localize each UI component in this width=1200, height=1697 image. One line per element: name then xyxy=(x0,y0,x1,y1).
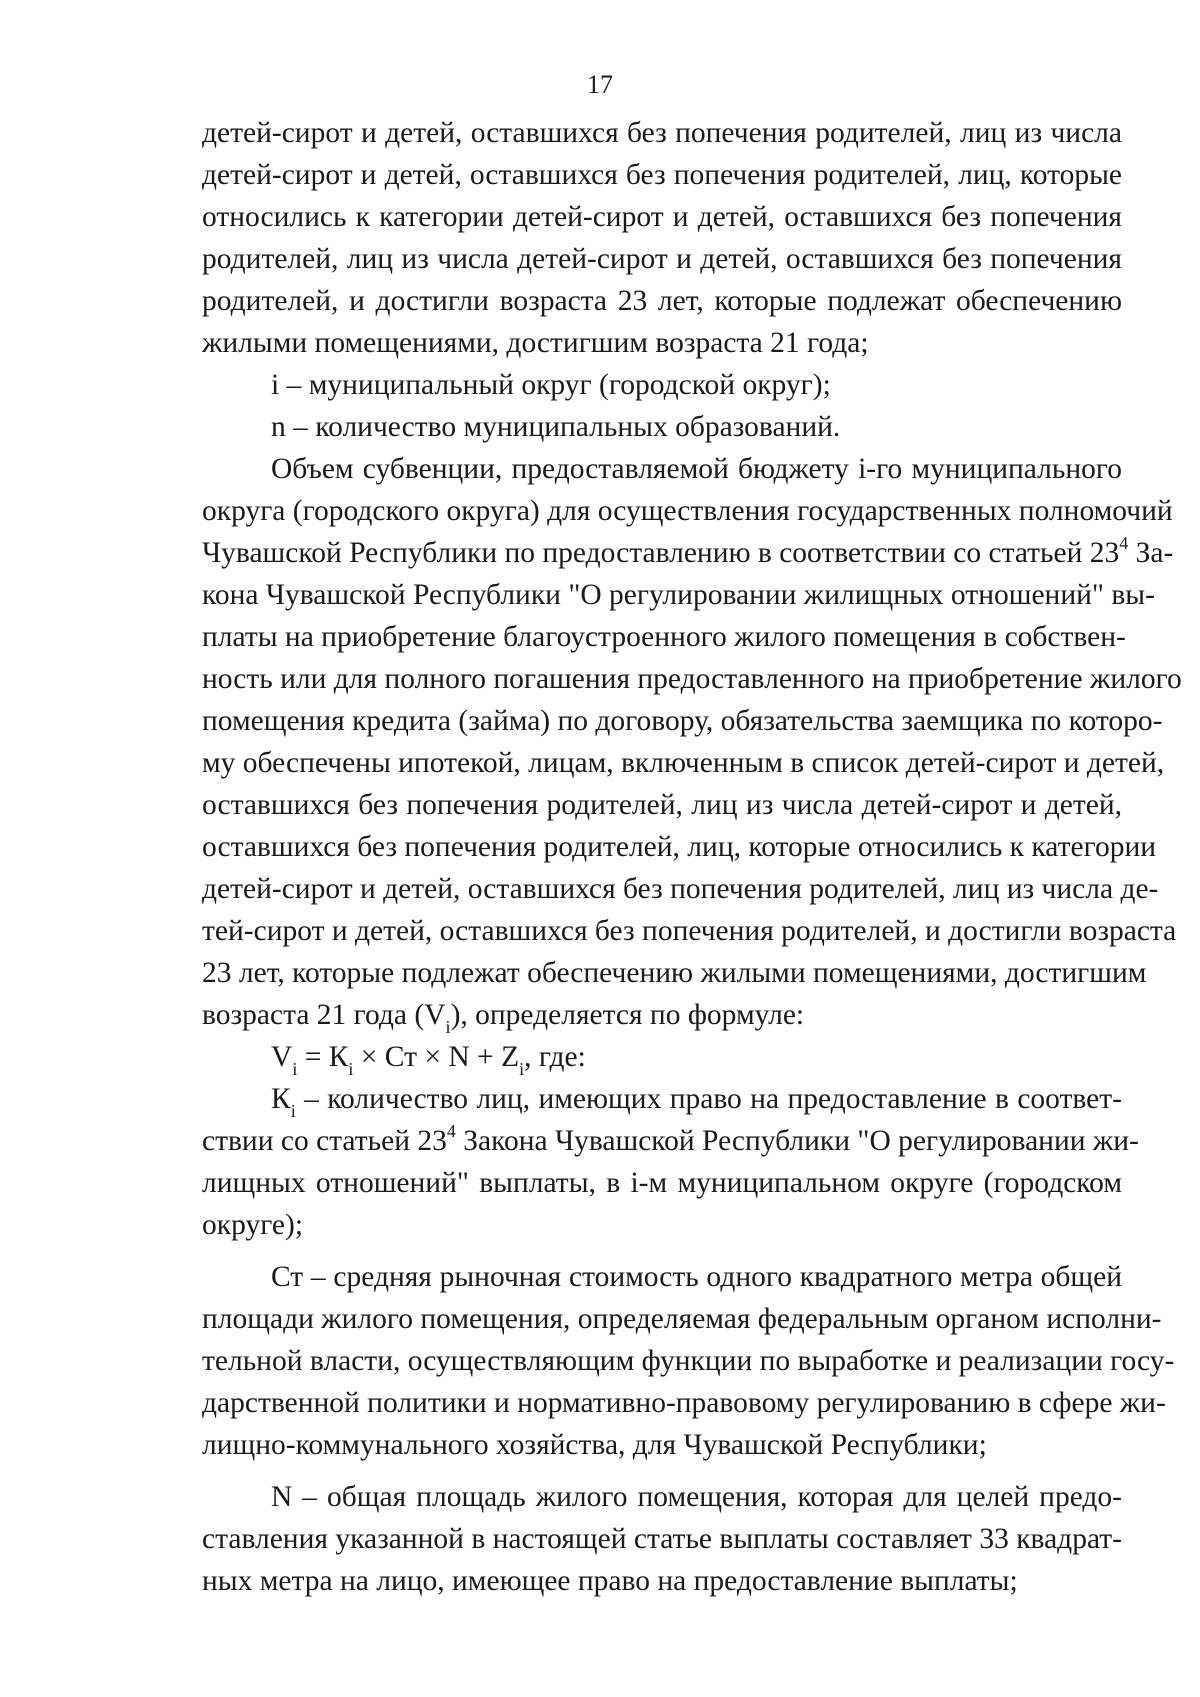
text-line: ность или для полного погашения предоставленного на приобретение жилого xyxy=(202,663,1182,695)
formula-tail: , где: xyxy=(524,1041,586,1073)
text-fragment: – количество лиц, имеющих право на предоставление в соответ- xyxy=(295,1083,1122,1115)
subscript: i xyxy=(290,1100,296,1121)
formula-mid: × Ст × N + Z xyxy=(353,1041,520,1073)
text-line xyxy=(202,994,1122,1036)
superscript: 4 xyxy=(446,1121,456,1142)
text-fragment: возраста 21 года (V xyxy=(202,999,446,1031)
text-line: му обеспечены ипотекой, лицам, включенным в список детей-сирот и детей, xyxy=(202,747,1165,779)
text-line: площади жилого помещения, определяемая федеральным органом исполни- xyxy=(202,1303,1162,1335)
page-number: 17 xyxy=(587,70,613,99)
text-line: ставления указанной в настоящей статье выплаты составляет 33 квадрат- xyxy=(202,1523,1122,1555)
text-line: лищных отношений" выплаты, в i-м муниципальном округе (городском xyxy=(202,1167,1122,1199)
text-line xyxy=(202,1120,1139,1162)
text-line: платы на приобретение благоустроенного жилого помещения в собствен- xyxy=(202,621,1126,653)
text-line: родителей, лиц из числа детей-сирот и детей, оставшихся без попечения xyxy=(202,243,1122,275)
definition-st: Ст – средняя рыночная стоимость одного квадратного метра общей xyxy=(271,1261,1122,1293)
definition-k xyxy=(202,1078,1122,1120)
text-line xyxy=(202,532,1174,574)
text-fragment: За- xyxy=(1128,537,1174,569)
definition-n-area: N – общая площадь жилого помещения, которая для целей предо- xyxy=(271,1481,1122,1513)
text-fragment: К xyxy=(271,1083,291,1115)
subscript: i xyxy=(519,1058,525,1079)
superscript: 4 xyxy=(1119,533,1129,554)
definition-i: i – муниципальный округ (городской округ); xyxy=(271,369,831,401)
text-line: кона Чувашской Республики "О регулировании жилищных отношений" вы- xyxy=(202,579,1155,611)
text-line: тей-сирот и детей, оставшихся без попечения родителей, и достигли возраста xyxy=(202,915,1177,947)
text-line: округа (городского округа) для осуществления государственных полномочий xyxy=(202,495,1173,527)
text-line: детей-сирот и детей, оставшихся без попечения родителей, лиц, которые xyxy=(202,159,1122,191)
text-line: 23 лет, которые подлежат обеспечению жилыми помещениями, достигшим xyxy=(202,957,1147,989)
text-fragment: ), определяется по формуле: xyxy=(450,999,805,1031)
text-line: округе); xyxy=(202,1209,304,1241)
text-line: оставшихся без попечения родителей, лиц из числа детей-сирот и детей, xyxy=(202,789,1122,821)
formula xyxy=(202,1036,1122,1078)
text-fragment: Чувашской Республики по предоставлению в соответствии со статьей 23 xyxy=(202,537,1120,569)
text-line: дарственной политики и нормативно-правовому регулированию в сфере жи- xyxy=(202,1387,1166,1419)
text-line: детей-сирот и детей, оставшихся без попечения родителей, лиц из числа де- xyxy=(202,873,1159,905)
text-line: относились к категории детей-сирот и детей, оставшихся без попечения xyxy=(202,201,1122,233)
text-line: тельной власти, осуществляющим функции по выработке и реализации госу- xyxy=(202,1345,1175,1377)
text-line: детей-сирот и детей, оставшихся без попечения родителей, лиц из числа xyxy=(202,117,1122,149)
formula-k: = К xyxy=(297,1041,349,1073)
subscript: i xyxy=(348,1058,354,1079)
text-line: помещения кредита (займа) по договору, обязательства заемщика по которо- xyxy=(202,705,1163,737)
text-line: ных метра на лицо, имеющее право на предоставление выплаты; xyxy=(202,1565,1018,1597)
text-line: жилыми помещениями, достигшим возраста 21 года; xyxy=(202,327,869,359)
formula-v: V xyxy=(271,1041,293,1073)
text-line: оставшихся без попечения родителей, лиц, которые относились к категории xyxy=(202,831,1157,863)
text-fragment: ствии со статьей 23 xyxy=(202,1125,447,1157)
subscript: i xyxy=(445,1016,451,1037)
paragraph-start: Объем субвенции, предоставляемой бюджету i-го муниципального xyxy=(271,453,1122,485)
text-line: лищно-коммунального хозяйства, для Чувашской Республики; xyxy=(202,1429,987,1461)
definition-n: n – количество муниципальных образований. xyxy=(271,411,841,443)
body-text xyxy=(202,112,1182,1602)
text-line: родителей, и достигли возраста 23 лет, которые подлежат обеспечению xyxy=(202,285,1122,317)
subscript: i xyxy=(292,1058,298,1079)
text-fragment: Закона Чувашской Республики "О регулировании жи- xyxy=(455,1125,1139,1157)
